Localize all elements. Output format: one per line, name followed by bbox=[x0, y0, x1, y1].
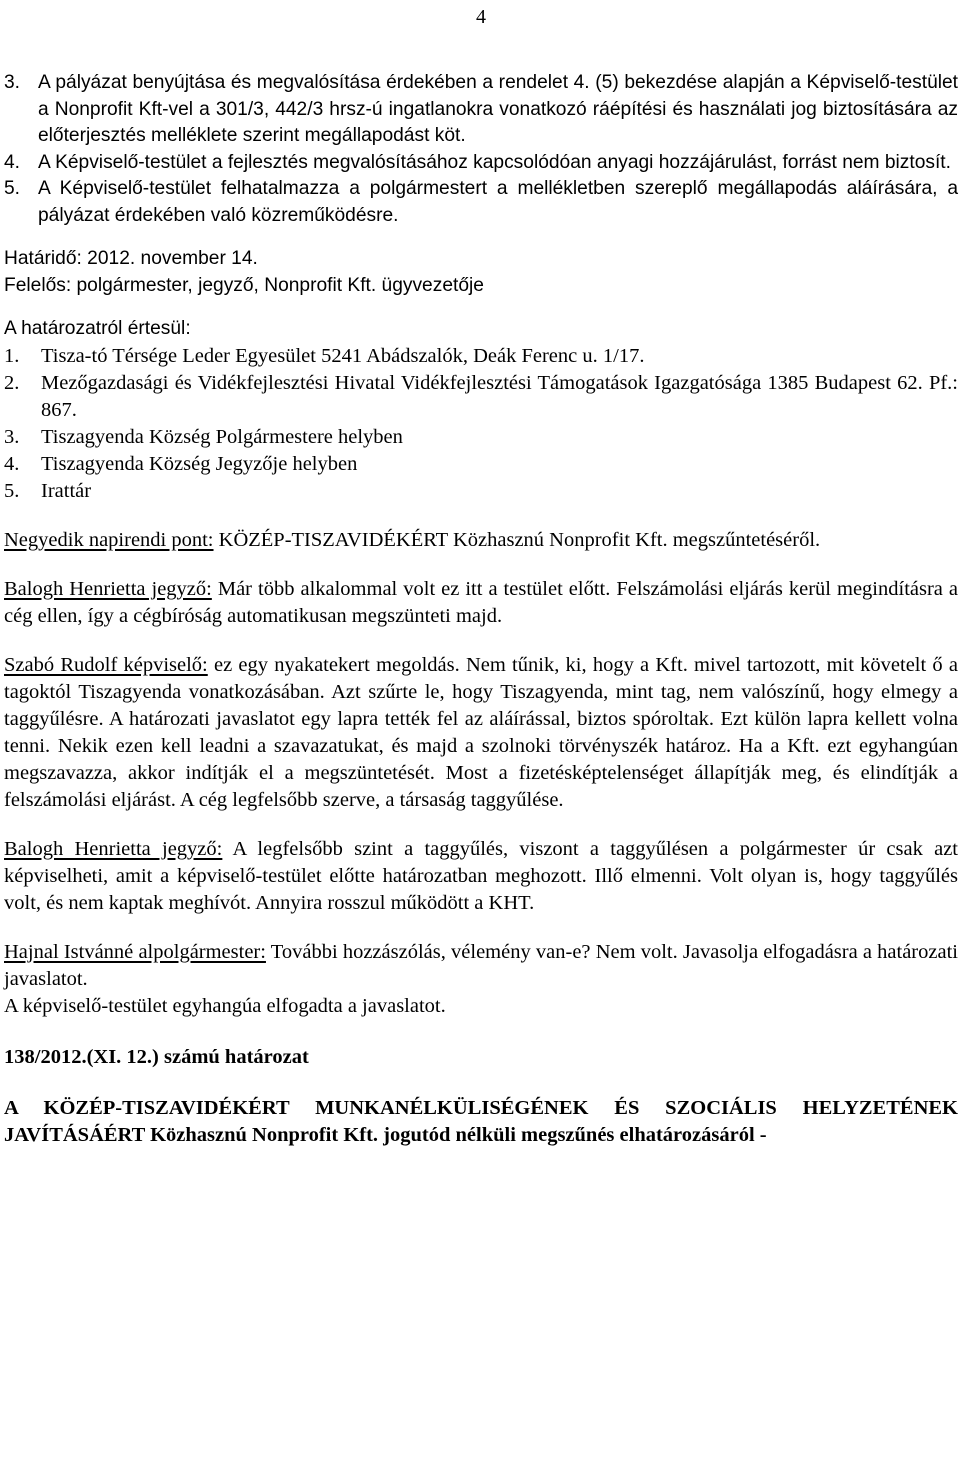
list-number: 5. bbox=[4, 178, 21, 199]
list-text: A Képviselő-testület a fejlesztés megvalósításához kapcsolódóan anyagi hozzájárulást, forrást nem biztosít. bbox=[38, 151, 951, 173]
list-number: 2. bbox=[4, 371, 20, 394]
speech-text: A legfelsőbb szint a taggyűlés, viszont a taggyűlésen a polgármester úr csak azt képviselheti, amit a képviselő-testület előtte határozatban meghozott. Illő elmenni. Volt olyan is, hogy taggyűlés volt, és nem kaptak meghívót. Annyira rosszul működött a KHT. bbox=[4, 837, 958, 914]
list-text: Mezőgazdasági és Vidékfejlesztési Hivatal Vidékfejlesztési Támogatások Igazgatósága 1385 Budapest 62. Pf.: 867. bbox=[41, 371, 958, 421]
list-number: 1. bbox=[4, 344, 20, 367]
list-item bbox=[4, 176, 958, 229]
speaker-name: Szabó Rudolf képviselő: bbox=[4, 653, 208, 676]
speech-paragraph bbox=[4, 939, 958, 993]
notify-list bbox=[4, 343, 958, 505]
list-item bbox=[4, 478, 958, 505]
list-number: 3. bbox=[4, 72, 21, 93]
document-page bbox=[4, 70, 958, 1149]
list-item bbox=[4, 150, 958, 177]
responsible: Felelős: polgármester, jegyző, Nonprofit Kft. ügyvezetője bbox=[4, 274, 484, 296]
speech-paragraph bbox=[4, 836, 958, 917]
list-text: A Képviselő-testület felhatalmazza a polgármestert a mellékletben szereplő megállapodás aláírására, a pályázat érdekében való közreműködésre. bbox=[38, 178, 958, 226]
list-item bbox=[4, 451, 958, 478]
speaker-name: Balogh Henrietta jegyző: bbox=[4, 837, 223, 860]
notify-heading: A határozatról értesül: bbox=[4, 318, 191, 339]
list-number: 5. bbox=[4, 479, 20, 502]
speech-paragraph bbox=[4, 652, 958, 814]
speech-text: További hozzászólás, vélemény van-e? Nem volt. Javasolja elfogadásra a határozati javaslatot. bbox=[4, 940, 958, 990]
resolution-section bbox=[4, 70, 958, 343]
speech-text: Már több alkalommal volt ez itt a testület előtt. Felszámolási eljárás kerül megindításra a cég ellen, így a cégbíróság automatikusan megszünteti majd. bbox=[4, 577, 958, 627]
list-text: Tiszagyenda Község Polgármestere helyben bbox=[41, 425, 403, 448]
speaker-name: Balogh Henrietta jegyző: bbox=[4, 577, 212, 600]
list-text: A pályázat benyújtása és megvalósítása érdekében a rendelet 4. (5) bekezdése alapján a Képviselő-testület a Nonprofit Kft-vel a 301/3, 442/3 hrsz-ú ingatlanokra vonatkozó ráépítési és használati jog biztosítására az előterjesztés melléklete szerint megállapodást köt. bbox=[38, 72, 958, 146]
list-text: Tisza-tó Térsége Leder Egyesület 5241 Abádszalók, Deák Ferenc u. 1/17. bbox=[41, 344, 645, 367]
list-number: 3. bbox=[4, 425, 20, 448]
agenda-title: KÖZÉP-TISZAVIDÉKÉRT Közhasznú Nonprofit Kft. megszűntetéséről. bbox=[213, 528, 821, 551]
list-item bbox=[4, 424, 958, 451]
list-text: Irattár bbox=[41, 479, 92, 502]
resolution-number: 138/2012.(XI. 12.) számú határozat bbox=[4, 1045, 309, 1068]
list-item bbox=[4, 70, 958, 150]
list-item bbox=[4, 343, 958, 370]
list-text: Tiszagyenda Község Jegyzője helyben bbox=[41, 452, 358, 475]
resolution-title: A KÖZÉP-TISZAVIDÉKÉRT MUNKANÉLKÜLISÉGÉNEK ÉS SZOCIÁLIS HELYZETÉNEK JAVÍTÁSÁÉRT Közhasznú Nonprofit Kft. jogutód nélküli megszűnés elhatározásáról - bbox=[4, 1096, 958, 1146]
list-item bbox=[4, 370, 958, 424]
adopted-statement: A képviselő-testület egyhangúa elfogadta a javaslatot. bbox=[4, 994, 446, 1017]
agenda-label: Negyedik napirendi pont: bbox=[4, 528, 214, 551]
deadline: Határidő: 2012. november 14. bbox=[4, 248, 258, 269]
page-number: 4 bbox=[476, 6, 486, 28]
list-number: 4. bbox=[4, 452, 20, 475]
resolution-list bbox=[4, 70, 958, 229]
agenda-item bbox=[4, 527, 958, 554]
speech-paragraph bbox=[4, 576, 958, 630]
list-number: 4. bbox=[4, 151, 21, 173]
speech-text: ez egy nyakatekert megoldás. Nem tűnik, ki, hogy a Kft. mivel tartozott, mit követelt ő a tagoktól Tiszagyenda vonatkozásában. Azt szűrte le, hogy Tiszagyenda, mint tag, nem valószínű, hogy elmegy a taggyűlésre. A határozati javaslatot egy lapra tették fel az aláírással, biztos spóroltak. Ezt külön lapra kellett volna tenni. Nekik ezen kell leadni a szavazatukat, és majd a szolnoki törvényszék határoz. Ha a Kft. ezt egyhangúan megszavazza, akkor indítják el a megszüntetését. Most a fizetésképtelenséget állapítják meg, és elindítják a felszámolási eljárást. A cég legfelsőbb szerve, a társaság taggyűlése. bbox=[4, 653, 958, 811]
speaker-name: Hajnal Istvánné alpolgármester: bbox=[4, 940, 266, 963]
